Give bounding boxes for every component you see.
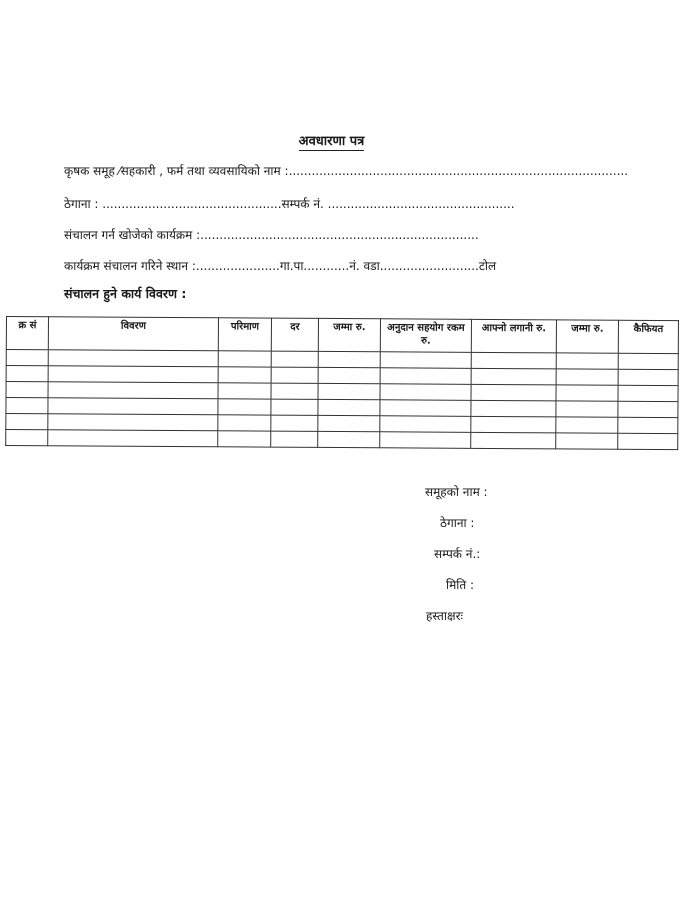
table-cell[interactable] — [271, 367, 318, 383]
table-cell[interactable] — [48, 430, 218, 447]
table-cell[interactable] — [271, 415, 318, 431]
table-cell[interactable] — [218, 399, 271, 415]
table-cell[interactable] — [556, 353, 618, 369]
table-cell[interactable] — [318, 367, 380, 383]
table-cell[interactable] — [6, 414, 48, 430]
header-grant-amount: अनुदान सहयोग रकम रु. — [380, 319, 471, 353]
table-row — [6, 430, 678, 450]
signature-sign: हस्ताक्षरः — [426, 609, 463, 623]
table-header-row — [6, 317, 678, 354]
table-cell[interactable] — [48, 366, 218, 383]
table-cell[interactable] — [48, 382, 218, 399]
header-total: जम्मा रु. — [318, 318, 380, 351]
table-cell[interactable] — [380, 352, 471, 369]
group-name-field: कृषक समूह ⁄सहकारी , फर्म तथा व्यवसायिको नाम :......................................................................................... — [64, 164, 629, 178]
address-contact-field: ठेगाना : ...............................................सम्पर्क नं. ................................................. — [64, 197, 515, 211]
table-cell[interactable] — [618, 433, 678, 449]
table-cell[interactable] — [318, 415, 380, 431]
table-cell[interactable] — [471, 352, 556, 369]
table-cell[interactable] — [271, 351, 318, 367]
table-cell[interactable] — [556, 369, 618, 385]
work-details-table — [5, 316, 679, 450]
table-cell[interactable] — [380, 416, 471, 433]
table-cell[interactable] — [471, 368, 556, 385]
header-quantity: परिमाण — [218, 318, 271, 351]
table-cell[interactable] — [218, 351, 271, 367]
table-cell[interactable] — [271, 399, 318, 415]
table-cell[interactable] — [6, 398, 48, 414]
header-total-2: जम्मा रु. — [556, 320, 618, 353]
table-cell[interactable] — [271, 431, 318, 447]
table-cell[interactable] — [618, 417, 678, 433]
table-cell[interactable] — [556, 401, 618, 417]
program-field: संचालन गर्न खोजेको कार्यक्रम :......................................................................... — [64, 228, 479, 242]
signature-contact: सम्पर्क नं.: — [434, 547, 481, 561]
table-cell[interactable] — [48, 398, 218, 415]
table-cell[interactable] — [556, 433, 618, 449]
table-cell[interactable] — [618, 385, 678, 401]
signature-date: मिति : — [446, 578, 475, 592]
table-cell[interactable] — [471, 432, 556, 449]
table-cell[interactable] — [318, 351, 380, 367]
table-cell[interactable] — [6, 382, 48, 398]
header-description: विवरण — [48, 317, 218, 351]
table-cell[interactable] — [471, 416, 556, 433]
table-cell[interactable] — [48, 350, 218, 367]
table-cell[interactable] — [380, 368, 471, 385]
table-cell[interactable] — [618, 353, 678, 369]
table-cell[interactable] — [6, 430, 48, 446]
table-cell[interactable] — [218, 383, 271, 399]
table-cell[interactable] — [318, 399, 380, 415]
table-heading: संचालन हुने कार्य विवरण : — [64, 286, 187, 301]
header-rate: दर — [271, 318, 318, 351]
table-cell[interactable] — [380, 432, 471, 449]
document-title: अवधारणा पत्र — [298, 134, 365, 149]
table-cell[interactable] — [380, 384, 471, 401]
signature-address: ठेगाना : — [440, 516, 475, 530]
signature-group-name: समूहको नाम : — [425, 485, 488, 499]
table-cell[interactable] — [471, 400, 556, 417]
table-cell[interactable] — [6, 366, 48, 382]
table-cell[interactable] — [556, 417, 618, 433]
table-cell[interactable] — [618, 369, 678, 385]
table-cell[interactable] — [271, 383, 318, 399]
table-cell[interactable] — [218, 367, 271, 383]
table-cell[interactable] — [318, 431, 380, 447]
header-remarks: कैफियत — [618, 320, 678, 353]
table-cell[interactable] — [471, 384, 556, 401]
table-cell[interactable] — [218, 431, 271, 447]
table-cell[interactable] — [618, 401, 678, 417]
table-cell[interactable] — [218, 415, 271, 431]
header-own-investment: आफ्नो लगानी रु. — [471, 319, 556, 353]
table-cell[interactable] — [48, 414, 218, 431]
header-serial: क्र सं — [6, 317, 48, 350]
table-cell[interactable] — [6, 350, 48, 366]
location-field: कार्यक्रम संचालन गरिने स्थान :......................गा.पा............नं. वडा..........................टोल — [64, 259, 497, 273]
table-cell[interactable] — [318, 383, 380, 399]
table-cell[interactable] — [380, 400, 471, 417]
table-cell[interactable] — [556, 385, 618, 401]
